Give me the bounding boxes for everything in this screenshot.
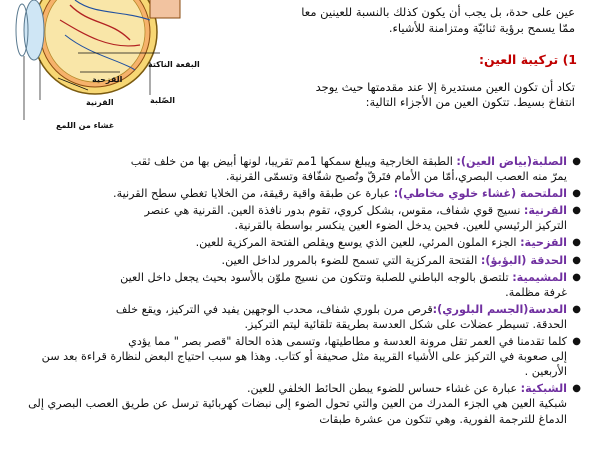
item-term: الشبكية:	[520, 382, 567, 396]
bullet-icon: ●	[572, 205, 581, 217]
list-item	[26, 186, 581, 201]
item-term: المشيمية:	[512, 270, 567, 284]
item-text: تلتصق بالوجه الباطني للصلبة وتتكون من نسيج ملوّن بالأسود بحيث يجعل داخل العين	[120, 270, 513, 284]
item-text: الفتحة المركزية التي تسمح للضوء بالمرور لداخل العين.	[221, 253, 481, 267]
item-continuation: شبكية العين هي الجزء المدرك من العين والتي تحول الضوء إلى نبضات كهربائية ترسل عن طريق العصب البصري إلى الدماغ للترجمة الفورية. وهي تتكون من عشرة طبقات	[28, 397, 567, 426]
bullet-icon: ●	[572, 188, 581, 200]
bullet-icon: ●	[572, 237, 581, 249]
item-text: الجزء الملون المرئي، للعين الذي يوسع ويقلص الفتحة المركزية للعين.	[195, 236, 521, 250]
cornea-label: القرنية	[86, 98, 114, 107]
list-item	[26, 334, 581, 379]
sclera-label: الصّلبة	[150, 96, 176, 105]
list-item	[26, 235, 581, 250]
item-continuation: الحدقة. تسيطر عضلات على شكل العدسة بطريقة تلقائية ليتم التركيز.	[244, 317, 567, 331]
iris-label: القزحية	[92, 75, 123, 84]
bullet-icon: ●	[572, 271, 581, 283]
section-heading	[479, 52, 577, 67]
item-term: القرنية:	[523, 204, 567, 218]
bullet-icon: ●	[572, 383, 581, 395]
list-item	[26, 270, 581, 300]
list-item	[26, 203, 581, 233]
top-text-line-1: عين على حدة، بل يجب أن يكون كذلك بالنسبة للعينين معا	[301, 5, 575, 19]
intro-line-2: انتفاخ بسيط. تتكون العين من الأجزاء التالية:	[365, 95, 575, 109]
item-continuation: التركيز الرئيسي للعين. فحين يدخل الضوء العين ينكسر بواسطة بالقرنية.	[234, 219, 567, 233]
bullet-icon: ●	[572, 303, 581, 315]
item-continuation: إلى صعوبة في التركيز على الأشياء القريبة مثل صحيفة أو كتاب. وهذا هو سبب احتياج البعض لنظارة قراءة بعد سن الأربعين .	[41, 350, 567, 379]
fovea-label: البقعة الناكتة	[148, 60, 200, 69]
item-term: العدسة(الجسم البلوري):	[432, 302, 567, 316]
item-term: الحدقة (البؤبؤ):	[480, 253, 567, 267]
intro-line-1: تكاد أن تكون العين مستديرة إلا عند مقدمتها حيث يوجد	[315, 80, 575, 94]
eye-cross-section-image	[0, 0, 200, 140]
list-item	[26, 154, 581, 184]
list-item	[26, 253, 581, 268]
bullet-icon: ●	[572, 336, 581, 348]
item-text: عبارة عن طبقة واقية رقيقة، من الخلايا تغطي سطح القرنية.	[113, 187, 394, 201]
item-term: الصلبة(بياض العين):	[456, 155, 567, 168]
bullet-icon: ●	[572, 156, 581, 167]
item-term: الملتحمة (غشاء خلوي مخاطي):	[393, 187, 567, 201]
item-text: قرص مرن بلوري شفاف، محدب الوجهين يفيد في التركيز، ويقع خلف	[115, 302, 433, 316]
item-continuation: يمرّ منه العصب البصري،أمّا من الأمام فتَرقّ وتُصبح شفّافة وتسمّى القرنية.	[225, 170, 567, 184]
conjunctiva-label: غشاء من اللمع	[56, 121, 115, 130]
item-text: الطبقة الخارجية ويبلغ سمكها 1مم تقريبا، لونها أبيض بها من خلف ثقب	[130, 155, 457, 168]
item-term: القزحية:	[520, 236, 567, 250]
item-text: كلما تقدمنا في العمر تقل مرونة العدسة و مطاطيتها، وتسمى هذه الحالة "قصر بصر " مما يؤدي	[128, 335, 567, 349]
eye-parts-list	[26, 154, 581, 429]
item-text: نسيج قوي شفاف، مقوس، بشكل كروي، تقوم بدور نافذة العين. القرنية هي عنصر	[144, 204, 524, 218]
list-item	[26, 381, 581, 426]
item-text: عبارة عن غشاء حساس للضوء يبطن الحائط الخلفي للعين.	[246, 382, 521, 396]
list-item	[26, 302, 581, 332]
item-continuation: غرفة مظلمة.	[505, 285, 567, 299]
section-number: 1)	[562, 52, 577, 67]
top-text-line-2: ممّا يسمح برؤية ثنائيّة ومتزامنة للأشياء.	[388, 21, 575, 35]
section-title: تركيبة العين:	[478, 52, 559, 67]
bullet-icon: ●	[572, 254, 581, 266]
